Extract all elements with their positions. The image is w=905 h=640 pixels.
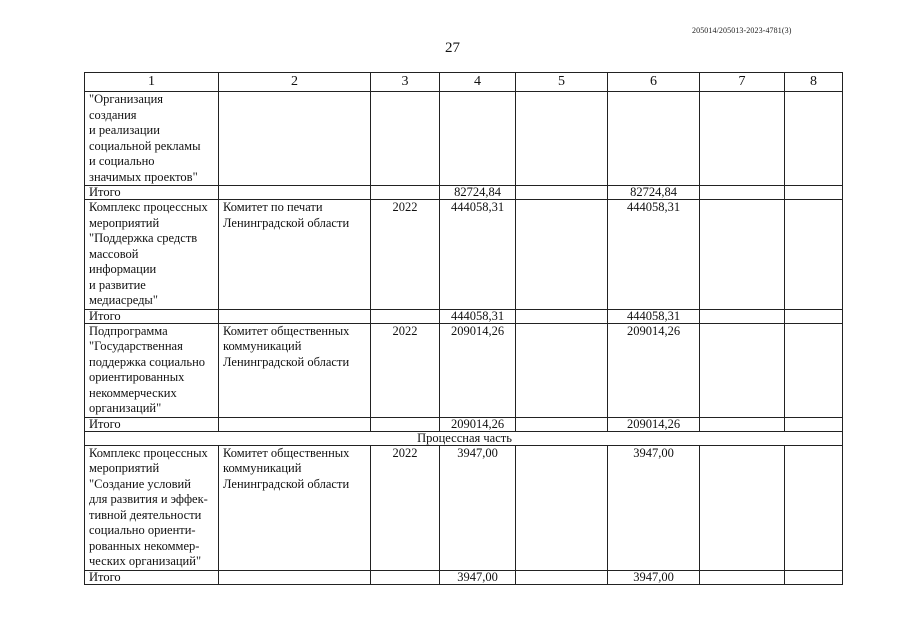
cell-col-3 — [371, 92, 440, 186]
cell-col-2 — [219, 309, 371, 323]
cell-col-4: 444058,31 — [440, 200, 516, 310]
cell-col-8 — [785, 186, 843, 200]
cell-col-5 — [516, 570, 608, 584]
table-row — [85, 92, 843, 186]
cell-col-7 — [700, 445, 785, 570]
cell-col-7 — [700, 309, 785, 323]
table-row — [85, 445, 843, 570]
cell-col-8 — [785, 92, 843, 186]
cell-col-3: 2022 — [371, 200, 440, 310]
cell-col-7 — [700, 417, 785, 431]
cell-col-8 — [785, 417, 843, 431]
col-header-4: 4 — [440, 73, 516, 92]
cell-col-8 — [785, 200, 843, 310]
cell-col-3 — [371, 309, 440, 323]
cell-col-6: 209014,26 — [608, 323, 700, 417]
cell-col-1: Итого — [85, 570, 219, 584]
cell-col-5 — [516, 323, 608, 417]
cell-col-3: 2022 — [371, 323, 440, 417]
col-header-2: 2 — [219, 73, 371, 92]
cell-col-8 — [785, 445, 843, 570]
col-header-6: 6 — [608, 73, 700, 92]
cell-col-6: 3947,00 — [608, 445, 700, 570]
table-row — [85, 200, 843, 310]
total-row — [85, 570, 843, 584]
total-row — [85, 186, 843, 200]
cell-col-7 — [700, 186, 785, 200]
cell-col-5 — [516, 309, 608, 323]
cell-col-8 — [785, 323, 843, 417]
cell-col-2: Комитет по печати Ленинградской области — [219, 200, 371, 310]
cell-col-4 — [440, 92, 516, 186]
cell-col-6: 444058,31 — [608, 200, 700, 310]
cell-col-3: 2022 — [371, 445, 440, 570]
table-row — [85, 323, 843, 417]
cell-col-7 — [700, 323, 785, 417]
cell-col-4: 3947,00 — [440, 570, 516, 584]
cell-col-1: "Организация создания и реализации социальной рекламы и социально значимых проектов" — [85, 92, 219, 186]
cell-col-4: 444058,31 — [440, 309, 516, 323]
cell-col-6: 82724,84 — [608, 186, 700, 200]
cell-col-2: Комитет общественных коммуникаций Ленинградской области — [219, 445, 371, 570]
cell-col-1: Подпрограмма "Государственная поддержка социально ориентированных некоммерческих организаций" — [85, 323, 219, 417]
col-header-7: 7 — [700, 73, 785, 92]
cell-col-3 — [371, 570, 440, 584]
cell-col-5 — [516, 445, 608, 570]
page-number: 27 — [445, 40, 460, 56]
col-header-5: 5 — [516, 73, 608, 92]
cell-col-6 — [608, 92, 700, 186]
cell-col-2 — [219, 417, 371, 431]
cell-col-1: Комплекс процессных мероприятий "Поддержка средств массовой информации и развитие медиасреды" — [85, 200, 219, 310]
cell-col-1: Итого — [85, 186, 219, 200]
col-header-3: 3 — [371, 73, 440, 92]
cell-col-7 — [700, 92, 785, 186]
section-row — [85, 431, 843, 445]
col-header-1: 1 — [85, 73, 219, 92]
cell-col-8 — [785, 309, 843, 323]
cell-col-3 — [371, 186, 440, 200]
cell-col-1: Итого — [85, 309, 219, 323]
cell-col-1: Комплекс процессных мероприятий "Создание условий для развития и эффек- тивной деятельности социально ориенти- рованных некоммер- ческих организаций" — [85, 445, 219, 570]
budget-table — [84, 72, 843, 585]
cell-col-4: 209014,26 — [440, 323, 516, 417]
cell-col-4: 3947,00 — [440, 445, 516, 570]
document-id: 205014/205013-2023-4781(3) — [692, 26, 792, 35]
cell-col-6: 209014,26 — [608, 417, 700, 431]
cell-col-4: 209014,26 — [440, 417, 516, 431]
cell-col-6: 3947,00 — [608, 570, 700, 584]
total-row — [85, 417, 843, 431]
cell-col-1: Итого — [85, 417, 219, 431]
column-number-row — [85, 73, 843, 92]
cell-col-5 — [516, 92, 608, 186]
col-header-8: 8 — [785, 73, 843, 92]
section-title: Процессная часть — [85, 431, 843, 445]
cell-col-6: 444058,31 — [608, 309, 700, 323]
cell-col-5 — [516, 200, 608, 310]
cell-col-7 — [700, 200, 785, 310]
cell-col-2: Комитет общественных коммуникаций Ленинградской области — [219, 323, 371, 417]
cell-col-2 — [219, 570, 371, 584]
cell-col-2 — [219, 92, 371, 186]
cell-col-5 — [516, 186, 608, 200]
cell-col-7 — [700, 570, 785, 584]
table-body — [85, 92, 843, 585]
cell-col-3 — [371, 417, 440, 431]
cell-col-5 — [516, 417, 608, 431]
total-row — [85, 309, 843, 323]
cell-col-4: 82724,84 — [440, 186, 516, 200]
cell-col-8 — [785, 570, 843, 584]
cell-col-2 — [219, 186, 371, 200]
